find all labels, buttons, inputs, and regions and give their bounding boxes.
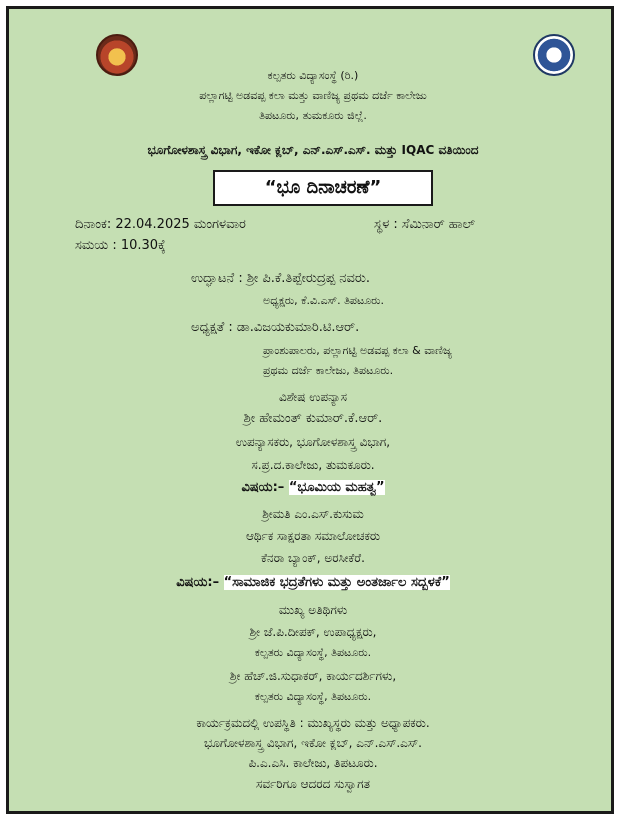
college-name: ಪಲ್ಲಾಗಟ್ಟಿ ಅಡವಪ್ಪ ಕಲಾ ಮತ್ತು ವಾಣಿಜ್ಯ ಪ್ರಥಮ ದರ್ಜೆ ಕಾಲೇಜು [199, 89, 427, 102]
event-venue: ಸ್ಥಳ : ಸೆಮಿನಾರ್ ಹಾಲ್ [374, 217, 476, 232]
lecturer-name: ಶ್ರೀ ಹೇಮಂತ್ ಕುಮಾರ್.ಕೆ.ಆರ್. [243, 411, 383, 426]
college-footer: ಪಿ.ಎ.ಎಸಿ. ಕಾಲೇಜು, ತಿಪಟೂರು. [248, 756, 378, 770]
topic-title: “ಸಾಮಾಜಿಕ ಭದ್ರತೆಗಳು ಮತ್ತು ಅಂತರ್ಜಾಲ ಸದ್ಬಳಕೆ” [223, 575, 450, 590]
event-time: ಸಮಯ : 10.30ಕ್ಕೆ [75, 238, 166, 253]
speaker2-name: ಶ್ರೀಮತಿ ಎಂ.ಎಸ್.ಕುಸುಮ [262, 507, 364, 521]
guest2-name: ಶ್ರೀ ಹೆಚ್.ಜಿ.ಸುಧಾಕರ್, ಕಾರ್ಯದರ್ಶಿಗಳು, [229, 669, 397, 683]
speaker2-role: ಆರ್ಥಿಕ ಸಾಕ್ಷರತಾ ಸಮಾಲೋಚಕರು [245, 529, 381, 543]
lecture2-topic [9, 575, 617, 590]
college-location: ತಿಪಟೂರು, ತುಮಕೂರು ಜಿಲ್ಲೆ. [259, 109, 367, 122]
welcome-line: ಸರ್ವರಿಗೂ ಆದರದ ಸುಸ್ವಾಗತ [256, 777, 370, 791]
speaker2-org: ಕೆನರಾ ಬ್ಯಾಂಕ್, ಅರಸೀಕೆರೆ. [261, 551, 365, 565]
attendance-line: ಕಾರ್ಯಕ್ರಮದಲ್ಲಿ ಉಪಸ್ಥಿತಿ : ಮುಖ್ಯಸ್ಥರು ಮತ್ತು ಅಧ್ಯಾಪಕರು. [196, 716, 430, 730]
lecture1-topic [9, 480, 617, 495]
topic-label: ವಿಷಯ:– [176, 575, 224, 590]
guest2-org: ಕಲ್ಪತರು ವಿದ್ಯಾಸಂಸ್ಥೆ, ತಿಪಟೂರು. [254, 690, 372, 703]
guest1-org: ಕಲ್ಪತರು ವಿದ್ಯಾಸಂಸ್ಥೆ, ತಿಪಟೂರು. [254, 646, 372, 659]
presidency-role: ಪ್ರಾಂಶುಪಾಲರು, ಪಲ್ಲಾಗಟ್ಟಿ ಅಡವಪ್ಪ ಕಲಾ & ವಾಣಿಜ್ಯ [263, 344, 452, 357]
presidency-line: ಅಧ್ಯಕ್ಷತೆ : ಡಾ.ವಿಜಯಕುಮಾರಿ.ಟಿ.ಆರ್. [191, 320, 360, 335]
event-date: ದಿನಾಂಕ: 22.04.2025 ಮಂಗಳವಾರ [75, 217, 246, 232]
topic-label: ವಿಷಯ:– [241, 480, 289, 495]
inauguration-role: ಅಧ್ಯಕ್ಷರು, ಕೆ.ವಿ.ಎಸ್. ತಿಪಟೂರು. [263, 294, 384, 307]
lecturer-college: ಸ.ಪ್ರ.ದ.ಕಾಲೇಜು, ತುಮಕೂರು. [251, 458, 375, 472]
invitation-card [6, 6, 614, 814]
guest1-name: ಶ್ರೀ ಜೆ.ಪಿ.ದೀಪಕ್, ಉಪಾಧ್ಯಕ್ಷರು, [249, 625, 377, 639]
presidency-college: ಪ್ರಥಮ ದರ್ಜೆ ಕಾಲೇಜು, ತಿಪಟೂರು. [263, 364, 394, 377]
special-lecture-heading: ವಿಶೇಷ ಉಪನ್ಯಾಸ [279, 390, 347, 404]
lecturer-role: ಉಪನ್ಯಾಸಕರು, ಭೂಗೋಳಶಾಸ್ತ್ರ ವಿಭಾಗ, [235, 435, 391, 449]
inauguration-line: ಉದ್ಘಾಟನೆ : ಶ್ರೀ ಪಿ.ಕೆ.ತಿಪ್ಪೇರುದ್ರಪ್ಪ ನವರು. [191, 271, 371, 286]
departments-line: ಭೂಗೋಳಶಾಸ್ತ್ರ ವಿಭಾಗ, ಇಕೋ ಕ್ಲಬ್, ಎನ್.ಎಸ್.ಎಸ್. [204, 736, 422, 750]
topic-title: “ಭೂಮಿಯ ಮಹತ್ವ” [288, 480, 385, 495]
event-title: “ಭೂ ದಿನಾಚರಣೆ” [213, 170, 433, 206]
chief-guests-heading: ಮುಖ್ಯ ಅತಿಥಿಗಳು [278, 603, 348, 617]
organizers-line: ಭೂಗೋಳಶಾಸ್ತ್ರ ವಿಭಾಗ, ಇಕೋ ಕ್ಲಬ್, ಎನ್.ಎಸ್.ಎಸ್. ಮತ್ತು IQAC ವತಿಯಿಂದ [147, 143, 479, 157]
org-name: ಕಲ್ಪತರು ವಿದ್ಯಾಸಂಸ್ಥೆ (ರಿ.) [267, 69, 359, 82]
